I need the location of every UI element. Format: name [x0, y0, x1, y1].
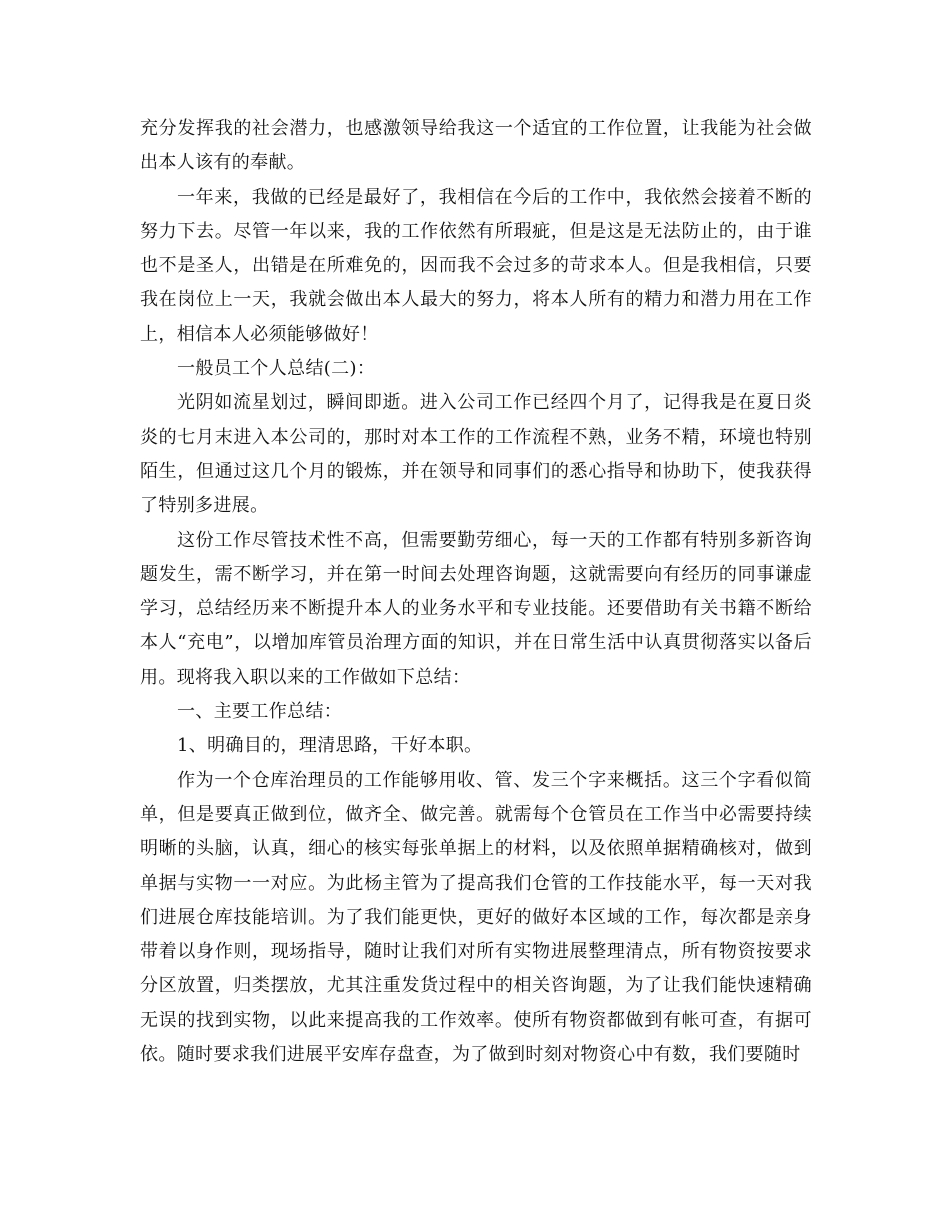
- document-body: [140, 112, 812, 1072]
- paragraph-work-nature: 这份工作尽管技术性不高，但需要勤劳细心，每一天的工作都有特别多新咨询题发生，需不断学习，并在第一时间去处理咨询题，这就需要向有经历的同事谦虚学习，总结经历来不断提升本人的业务水平和专业技能。还要借助有关书籍不断给本人“充电”，以增加库管员治理方面的知识，并在日常生活中认真贯彻落实以备后用。现将我入职以来的工作做如下总结：: [140, 529, 812, 688]
- subheading-clear-goals: 1、明确目的，理清思路，干好本职。: [177, 735, 483, 757]
- paragraph-warehouse-duties: 作为一个仓库治理员的工作能够用收、管、发三个字来概括。这三个字看似简单，但是要真正做到位，做齐全、做完善。就需每个仓管员在工作当中必需要持续明晰的头脑，认真，细心的核实每张单据上的材料，以及依照单据精确核对，做到单据与实物一一对应。为此杨主管为了提高我们仓管的工作技能水平，每一天对我们进展仓库技能培训。为了我们能更快，更好的做好本区域的工作，每次都是亲身带着以身作则，现场指导，随时让我们对所有实物进展整理清点，所有物资按要求分区放置，归类摆放，尤其注重发货过程中的相关咨询题，为了让我们能快速精确无误的找到实物，以此来提高我的工作效率。使所有物资都做到有帐可查，有据可依。随时要求我们进展平安库存盘查，为了做到时刻对物资心中有数，我们要随时: [140, 769, 812, 1066]
- paragraph-continuation: 充分发挥我的社会潜力，也感激领导给我这一个适宜的工作位置，让我能为社会做出本人该有的奉献。: [140, 118, 812, 174]
- paragraph-time-flies: 光阴如流星划过，瞬间即逝。进入公司工作已经四个月了，记得我是在夏日炎炎的七月末进入本公司的，那时对本工作的工作流程不熟，业务不精，环境也特别陌生，但通过这几个月的锻炼，并在领导和同事们的悉心指导和协助下，使我获得了特别多进展。: [140, 392, 812, 517]
- paragraph-year-review: 一年来，我做的已经是最好了，我相信在今后的工作中，我依然会接着不断的努力下去。尽管一年以来，我的工作依然有所瑕疵，但是这是无法防止的，由于谁也不是圣人，出错是在所难免的，因而我不会过多的苛求本人。但是我相信，只要我在岗位上一天，我就会做出本人最大的努力，将本人所有的精力和潜力用在工作上，相信本人必须能够做好！: [140, 186, 812, 345]
- section-heading-summary-two: 一般员工个人总结(二)：: [177, 358, 376, 380]
- section-heading-main-work: 一、主要工作总结：: [177, 701, 343, 723]
